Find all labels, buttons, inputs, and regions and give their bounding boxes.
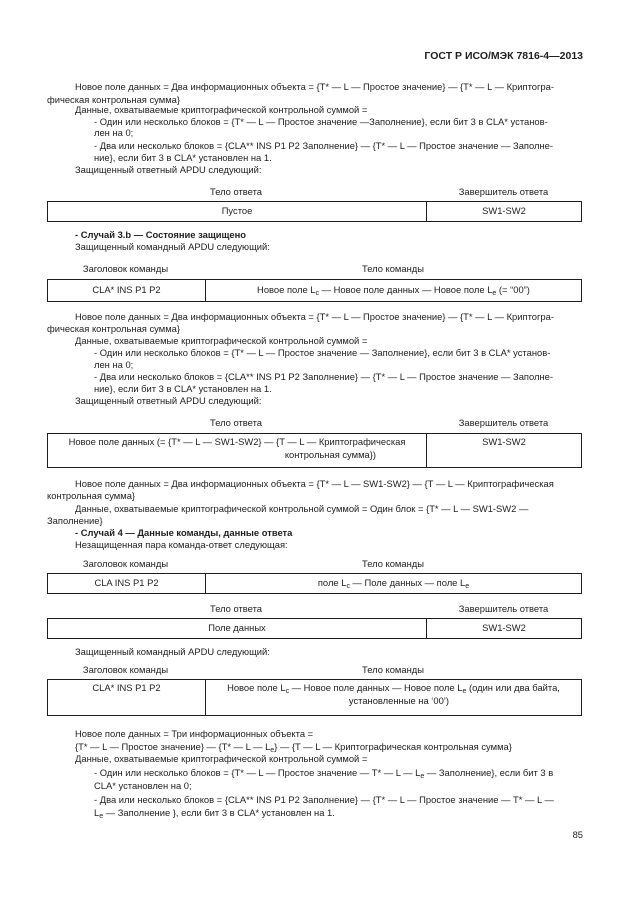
subscript: c: [285, 688, 290, 695]
table-cell: Поле данных: [48, 619, 427, 639]
cell-text: — Новое поле данных — Новое поле L: [289, 682, 463, 693]
response-table-2: [47, 433, 582, 468]
text-line: фическая контрольная сумма}: [47, 94, 180, 105]
text-line: [94, 807, 335, 820]
table-header: Тело команды: [362, 263, 424, 274]
text-line: ние}, если бит 3 в CLA* установлен на 1.: [94, 383, 272, 394]
table-header: Завершитель ответа: [458, 603, 549, 614]
text-line: Новое поле данных = Два информационных объекта = {T* — L — Простое значение} — {T* — L — Криптогра-: [75, 81, 554, 92]
cell-text: Новое поле данных (= {T* — L — SW1-SW2} — {T — L — Криптографическая: [68, 436, 406, 447]
text-line: лен на 0;: [94, 359, 134, 370]
cell-text: (= “00”): [496, 284, 530, 296]
text-line: фическая контрольная сумма}: [47, 323, 180, 334]
table-cell: CLA* INS P1 P2: [48, 680, 206, 716]
text-line: - Один или несколько блоков = {T* — L — Простое значение —Заполнение}, если бит 3 в CLA* установ-: [94, 116, 548, 127]
command-table-1: [47, 279, 582, 302]
text-line: Незащищенная пара команда-ответ следующая:: [75, 539, 288, 550]
cell-text: установленные на ‘00’): [348, 694, 449, 706]
subscript: c: [346, 583, 350, 591]
line-text: - Один или несколько блоков = {T* — L — Простое значение — T* — L — L: [94, 767, 421, 778]
subscript: c: [315, 290, 320, 298]
section-heading: - Случай 3.b — Состояние защищено: [75, 229, 247, 240]
command-table-2: [47, 573, 582, 594]
subscript: e: [270, 747, 275, 754]
cell-text: — Поле данных — поле L: [349, 577, 466, 589]
table-cell: [206, 280, 582, 302]
cell-text: Новое поле L: [257, 284, 316, 296]
text-line: - Два или несколько блоков = {CLA** INS P1 P2 Заполнение} — {T* — L — Простое значение — Заполне-: [94, 140, 553, 151]
table-cell: CLA INS P1 P2: [48, 574, 206, 594]
cell-text: Новое поле L: [227, 682, 286, 693]
text-line: - Два или несколько блоков = {CLA** INS P1 P2 Заполнение} — {T* — L — Простое значение — Заполне-: [94, 371, 553, 382]
line-text: — Заполнение }, если бит 3 в CLA* установлен на 1.: [103, 807, 335, 818]
text-line: контрольная сумма}: [47, 490, 136, 501]
text-line: [94, 767, 553, 780]
table-cell: SW1-SW2: [427, 202, 582, 222]
cell-text: — Новое поле данных — Новое поле L: [319, 284, 493, 296]
table-cell: SW1-SW2: [427, 619, 582, 639]
table-header: Тело ответа: [210, 603, 262, 614]
text-line: Защищенный ответный APDU следующий:: [75, 164, 262, 175]
subscript: e: [99, 813, 104, 820]
response-table-3: [47, 618, 582, 639]
text-line: Данные, охватываемые криптографической контрольной суммой = Один блок = {T* — L — SW1-SW2 —: [75, 503, 529, 514]
text-line: [75, 741, 512, 754]
table-header: Тело ответа: [210, 417, 262, 428]
table-header: Заголовок команды: [82, 664, 169, 675]
table-header: Завершитель ответа: [458, 186, 549, 197]
table-header: Заголовок команды: [82, 263, 169, 274]
table-cell: CLA* INS P1 P2: [48, 280, 206, 302]
line-text: } — {T — L — Криптографическая контрольная сумма}: [274, 741, 512, 752]
subscript: e: [465, 583, 470, 591]
text-line: Данные, охватываемые криптографической контрольной суммой =: [75, 335, 368, 346]
text-line: Защищенный ответный APDU следующий:: [75, 395, 262, 406]
text-line: ние}, если бит 3 в CLA* установлен на 1.: [94, 152, 272, 163]
table-header: Заголовок команды: [82, 558, 169, 569]
table-cell: Пустое: [48, 202, 427, 222]
section-heading: - Случай 4 — Данные команды, данные ответа: [75, 527, 293, 538]
cell-text: (один или два байта,: [466, 682, 560, 693]
cell-text-line: [210, 682, 577, 695]
text-line: Новое поле данных = Три информационных объекта =: [75, 728, 314, 739]
text-line: CLA* установлен на 0;: [94, 780, 192, 791]
text-line: - Два или несколько блоков = {CLA** INS P1 P2 Заполнение} — {T* — L — Простое значение — T* — L —: [94, 794, 554, 805]
cell-text: контрольная сумма}): [284, 448, 376, 460]
text-line: Данные, охватываемые криптографической контрольной суммой =: [75, 104, 368, 115]
table-header: Тело ответа: [210, 186, 262, 197]
text-line: Защищенный командный APDU следующий:: [75, 646, 270, 657]
line-text: {T* — L — Простое значение} — {T* — L — L: [75, 741, 271, 752]
table-cell: [206, 574, 582, 594]
line-text: L: [94, 807, 100, 818]
subscript: e: [462, 688, 467, 695]
command-table-3: [47, 679, 582, 716]
table-header: Тело команды: [362, 664, 424, 675]
table-header: Завершитель ответа: [458, 417, 549, 428]
page-header-title: ГОСТ Р ИСО/МЭК 7816-4—2013: [424, 50, 583, 62]
text-line: Новое поле данных = Два информационных объекта = {T* — L — SW1-SW2} — {T — L — Криптографическая: [75, 478, 554, 489]
text-line: - Один или несколько блоков = {T* — L — Простое значение — Заполнение}, если бит 3 в CLA* установ-: [94, 347, 551, 358]
table-cell: [48, 434, 427, 468]
text-line: Данные, охватываемые криптографической контрольной суммой =: [75, 753, 368, 764]
line-text: — Заполнение}, если бит 3 в: [424, 767, 554, 778]
table-header: Тело команды: [362, 558, 424, 569]
text-line: Новое поле данных = Два информационных объекта = {T* — L — Простое значение} — {T* — L — Криптогра-: [75, 311, 554, 322]
text-line: Защищенный командный APDU следующий:: [75, 241, 270, 252]
table-cell: SW1-SW2: [427, 434, 582, 468]
subscript: e: [420, 773, 425, 780]
cell-text: поле L: [317, 577, 347, 589]
text-line: лен на 0;: [94, 127, 134, 138]
response-table-1: [47, 201, 582, 222]
page-number: 85: [572, 829, 583, 840]
text-line: Заполнение}: [47, 515, 103, 526]
subscript: e: [492, 290, 497, 298]
table-cell: [206, 680, 582, 716]
